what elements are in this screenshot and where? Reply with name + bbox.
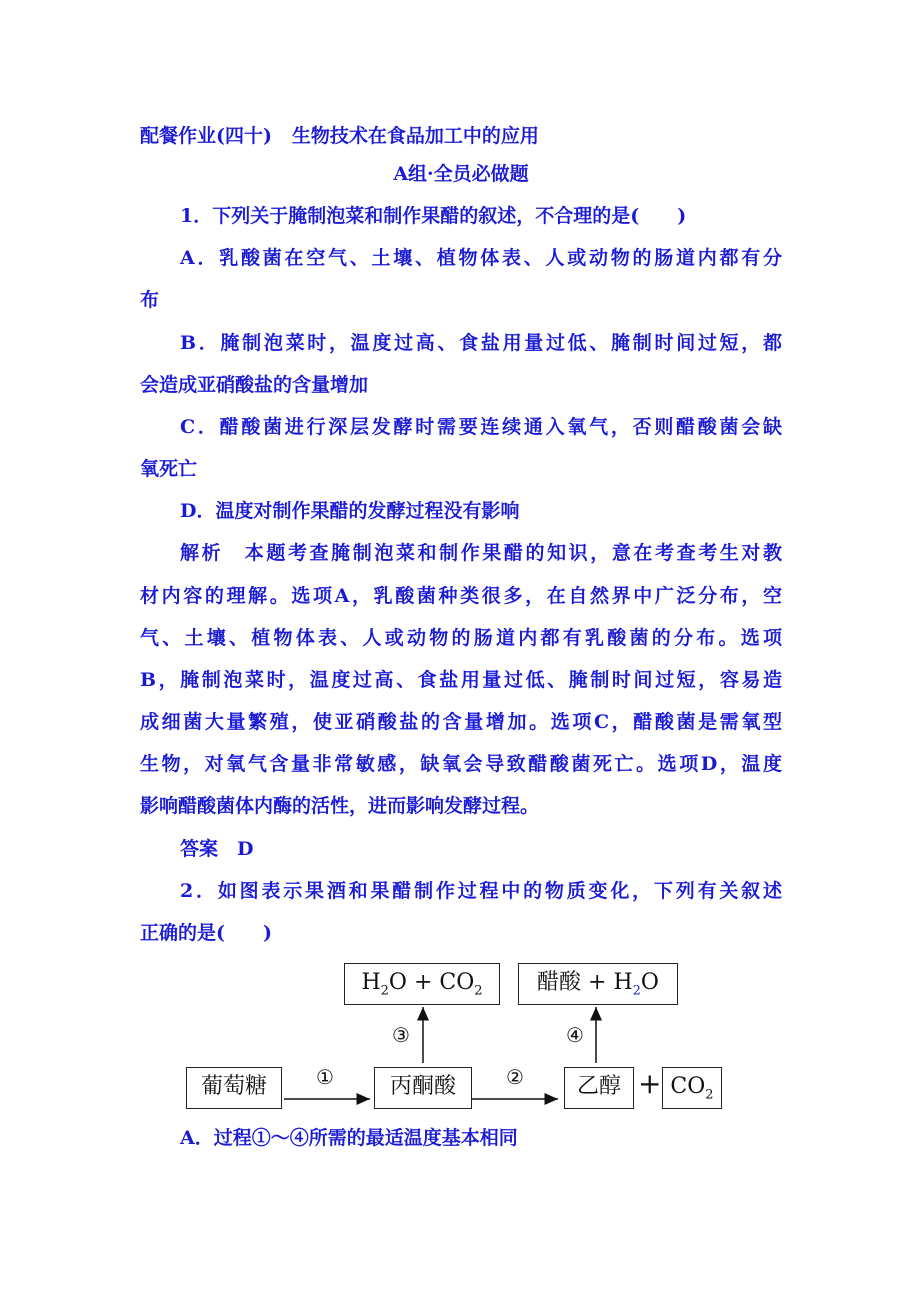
explanation-line: 影响醋酸菌体内酶的活性，进而影响发酵过程。 [140,795,540,817]
explanation-line: B，腌制泡菜时，温度过高、食盐用量过低、腌制时间过短，容易造 [140,669,782,691]
acetic-acid-water-box: 醋酸 + $H_2O$ [518,963,678,1005]
h2o-co2-box: $H_2O + CO_2$ [344,963,500,1005]
explanation-line: 解析 本题考查腌制泡菜和制作果醋的知识，意在考查考生对教 [180,542,782,564]
explanation-line: 材内容的理解。选项A，乳酸菌种类很多，在自然界中广泛分布，空 [140,585,782,607]
co2-box: $CO_2$ [662,1067,722,1109]
title-sub: 生物技术在食品加工中的应用 [291,125,539,147]
explanation-line: 生物，对氧气含量非常敏感，缺氧会导致醋酸菌死亡。选项D，温度 [140,753,782,775]
q2-option-a: A．过程①～④所需的最适温度基本相同 [180,1127,518,1149]
ethanol-box: 乙醇 [564,1067,634,1109]
step-2-label: ② [506,1065,524,1089]
step-4-label: ④ [566,1023,584,1047]
glucose-box: 葡萄糖 [186,1067,282,1109]
plus-sign: + [638,1067,662,1100]
q1-option-d: D．温度对制作果醋的发酵过程没有影响 [180,500,520,522]
q1-option-c-line1: C．醋酸菌进行深层发酵时需要连续通入氧气，否则醋酸菌会缺 [180,416,782,438]
q2-stem-line2: 正确的是( ) [140,922,272,944]
q1-option-b-line1: B．腌制泡菜时，温度过高、食盐用量过低、腌制时间过短，都 [180,332,782,354]
explanation-line: 气、土壤、植物体表、人或动物的肠道内都有乳酸菌的分布。选项 [140,627,782,649]
group-heading: A组·全员必做题 [393,163,529,185]
q1-option-a-line2: 布 [140,289,160,311]
page-title [140,124,782,148]
explanation-line: 成细菌大量繁殖，使亚硝酸盐的含量增加。选项C，醋酸菌是需氧型 [140,711,782,733]
step-1-label: ① [316,1065,334,1089]
step-3-label: ③ [392,1023,410,1047]
q1-option-a-line1: A．乳酸菌在空气、土壤、植物体表、人或动物的肠道内都有分 [180,247,782,269]
q1-option-c-line2: 氧死亡 [140,458,198,480]
q1-stem: 1．下列关于腌制泡菜和制作果醋的叙述，不合理的是( ) [180,205,687,227]
q1-answer: 答案 D [180,838,254,860]
title-main: 配餐作业(四十) [140,125,272,147]
q2-stem-line1: 2．如图表示果酒和果醋制作过程中的物质变化，下列有关叙述 [180,880,782,902]
q1-option-b-line2: 会造成亚硝酸盐的含量增加 [140,374,369,396]
pyruvate-box: 丙酮酸 [374,1067,472,1109]
